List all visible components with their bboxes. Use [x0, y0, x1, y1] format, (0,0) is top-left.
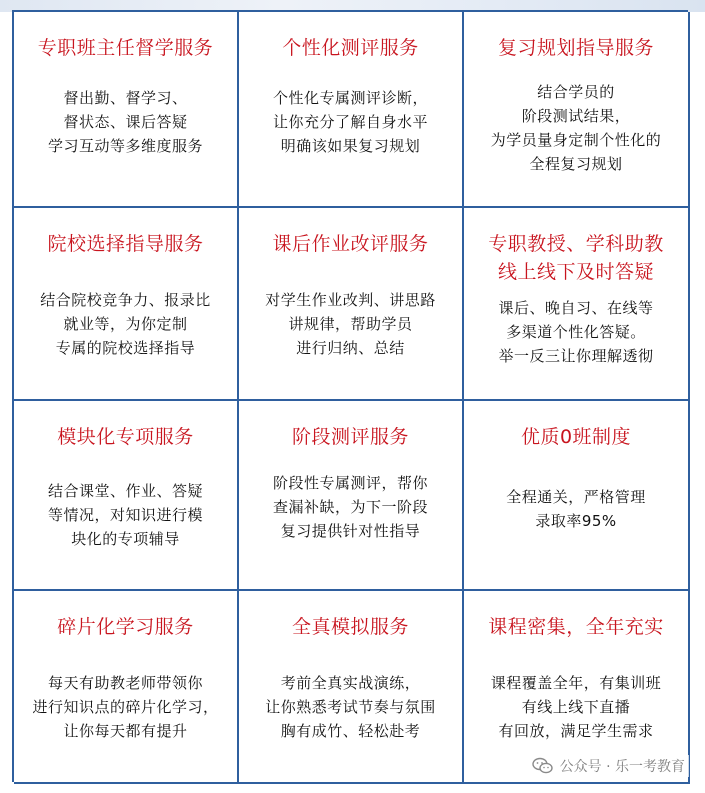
service-card-supervision [14, 12, 239, 208]
watermark [528, 755, 689, 777]
service-card-description: 考前全真实战演练， 让你熟悉考试节奏与氛围 胸有成竹、轻松赴考 [265, 674, 436, 740]
service-card-school-selection [14, 208, 239, 401]
service-card-title: 复习规划指导服务 [497, 37, 654, 59]
service-card-description: 结合学员的 阶段测试结果， 为学员量身定制个性化的 全程复习规划 [490, 83, 662, 173]
service-card-description: 结合院校竞争力、报录比 就业等，为你定制 专属的院校选择指导 [40, 291, 211, 357]
service-card-zero-class [464, 401, 690, 591]
service-card-fragment-learning [14, 591, 239, 784]
service-card-description: 课程覆盖全年，有集训班 有线上线下直播 有回放，满足学生需求 [490, 674, 662, 740]
service-card-title: 课后作业改评服务 [272, 233, 429, 255]
service-card-description: 结合课堂、作业、答疑 等情况，对知识进行模 块化的专项辅导 [47, 482, 203, 548]
service-card-review-plan [464, 12, 690, 208]
wechat-icon [532, 757, 554, 775]
service-card-description: 对学生作业改判、讲思路 讲规律，帮助学员 进行归纳、总结 [265, 291, 436, 357]
service-card-description: 每天有助教老师带领你 进行知识点的碎片化学习， 让你每天都有提升 [32, 674, 219, 740]
service-card-title: 个性化测评服务 [282, 37, 419, 59]
service-card-qa [464, 208, 690, 401]
watermark-text: 公众号 · 乐一考教育 [559, 759, 685, 775]
service-card-description: 全程通关，严格管理 录取率95% [506, 488, 646, 530]
service-card-assessment [239, 12, 464, 208]
service-card-title: 课程密集，全年充实 [488, 616, 664, 638]
service-card-description: 督出勤、督学习、 督状态、课后答疑 学习互动等多维度服务 [47, 89, 203, 155]
service-card-title: 专职教授、学科助教 线上线下及时答疑 [488, 233, 664, 283]
service-card-title: 专职班主任督学服务 [37, 37, 214, 59]
service-card-title: 优质0班制度 [520, 426, 632, 448]
service-card-description: 个性化专属测评诊断， 让你充分了解自身水平 明确该如果复习规划 [272, 89, 428, 155]
service-card-title: 全真模拟服务 [291, 616, 409, 638]
service-card-description: 阶段性专属测评，帮你 查漏补缺，为下一阶段 复习提供针对性指导 [272, 474, 428, 540]
service-card-description: 课后、晚自习、在线等 多渠道个性化答疑。 举一反三让你理解透彻 [498, 299, 654, 365]
service-card-homework-review [239, 208, 464, 401]
service-card-title: 阶段测评服务 [291, 426, 409, 448]
service-grid [12, 10, 688, 782]
service-card-title: 院校选择指导服务 [47, 233, 204, 255]
service-card-title: 模块化专项服务 [57, 426, 194, 448]
service-card-title: 碎片化学习服务 [57, 616, 194, 638]
service-card-mock-exam [239, 591, 464, 784]
service-card-module [14, 401, 239, 591]
service-card-stage-test [239, 401, 464, 591]
